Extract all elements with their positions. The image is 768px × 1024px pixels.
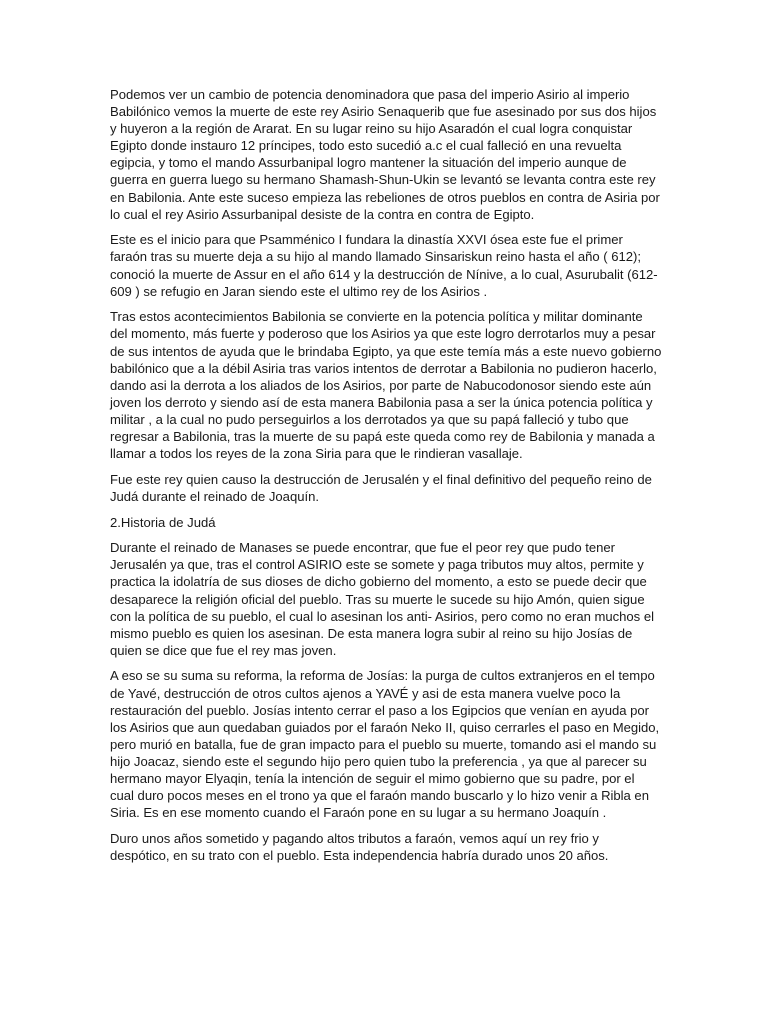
section-paragraph-1: Durante el reinado de Manases se puede encontrar, que fue el peor rey que pudo tener Jerusalén ya que, tras el control ASIRIO este se somete y paga tributos muy altos, permite y practica la idolatría de sus dioses de dicho gobierno del momento, a esto se puede decir que desaparece la religión oficial del pueblo. Tras su muerte le sucede su hijo Amón, quien sigue con la política de su pueblo, el cual lo asesinan los anti- Asirios, pero como no eran muchos el mismo pueblo es quien los asesinan. De esta manera logra subir al reino su hijo Josías de quien se dice que fue el rey mas joven.: [110, 540, 654, 658]
paragraph-1: Podemos ver un cambio de potencia denominadora que pasa del imperio Asirio al imperio Babilónico vemos la muerte de este rey Asirio Senaquerib que fue asesinado por sus dos hijos y huyeron a la región de Ararat. En su lugar reino su hijo Asaradón el cual logra conquistar Egipto donde instauro 12 príncipes, todo esto sucedió a.c el cual falleció en una revuelta egipcia, y tomo el mando Assurbanipal logro mantener la situación del imperio aunque de guerra en guerra luego su hermano Shamash-Shun-Ukin se levantó se levanta contra este rey en Babilonia. Ante este suceso empieza las rebeliones de otros pueblos en contra de Asiria por lo cual el rey Asirio Assurbanipal desiste de la contra en contra de Egipto.: [110, 87, 660, 222]
paragraph-2: Este es el inicio para que Psamménico I fundara la dinastía XXVI ósea este fue el primer faraón tras su muerte deja a su hijo al mando llamado Sinsariskun reino hasta el año ( 612); conoció la muerte de Assur en el año 614 y la destrucción de Nínive, a lo cual, Asurubalit (612-609 ) se refugio en Jaran siendo este el ultimo rey de los Asirios .: [110, 232, 658, 299]
section-heading: 2.Historia de Judá: [110, 514, 216, 530]
section-paragraph-3: Duro unos años sometido y pagando altos tributos a faraón, vemos aquí un rey frio y despótico, en su trato con el pueblo. Esta independencia habría durado unos 20 años.: [110, 830, 609, 863]
document-body: [110, 86, 662, 873]
paragraph-3: Tras estos acontecimientos Babilonia se convierte en la potencia política y militar dominante del momento, más fuerte y poderoso que los Asirios ya que este logro derrotarlos muy a pesar de sus intentos de ayuda que le brindaba Egipto, ya que este temía más a este nuevo gobierno babilónico que a la débil Asiria tras varios intentos de derrotar a Babilonia no pudieron hacerlo, dando asi la derrota a los aliados de los Asirios, por parte de Nabucodonosor siendo este aún joven los derroto y siendo así de esta manera Babilonia pasa a ser la única potencia política y militar , a la cual no pudo perseguirlos a los derrotados ya que su papá falleció y tubo que regresar a Babilonia, tras la muerte de su papá este queda como rey de Babilonia y manada a llamar a todos los reyes de la zona Siria para que le rindieran vasallaje.: [110, 309, 662, 462]
paragraph-4: Fue este rey quien causo la destrucción de Jerusalén y el final definitivo del pequeño reino de Judá durante el reinado de Joaquín.: [110, 471, 652, 504]
section-paragraph-2: A eso se su suma su reforma, la reforma de Josías: la purga de cultos extranjeros en el tempo de Yavé, destrucción de otros cultos ajenos a YAVÉ y asi de esta manera vuelve poco la restauración del pueblo. Josías intento cerrar el paso a los Egipcios que venían en ayuda por los Asirios que aun quedaban guiados por el faraón Neko II, quiso cerrarles el paso en Megido, pero murió en batalla, fue de gran impacto para el pueblo su muerte, tomando asi el mando su hijo Joacaz, siendo este el segundo hijo pero quien tubo la preferencia , ya que al parecer su hermano mayor Elyaqin, tenía la intención de seguir el mimo gobierno que su padre, por el cual duro pocos meses en el trono ya que el faraón mando buscarlo y lo hizo venir a Ribla en Siria. Es en ese momento cuando el Faraón pone en su lugar a su hermano Joaquín .: [110, 668, 660, 821]
